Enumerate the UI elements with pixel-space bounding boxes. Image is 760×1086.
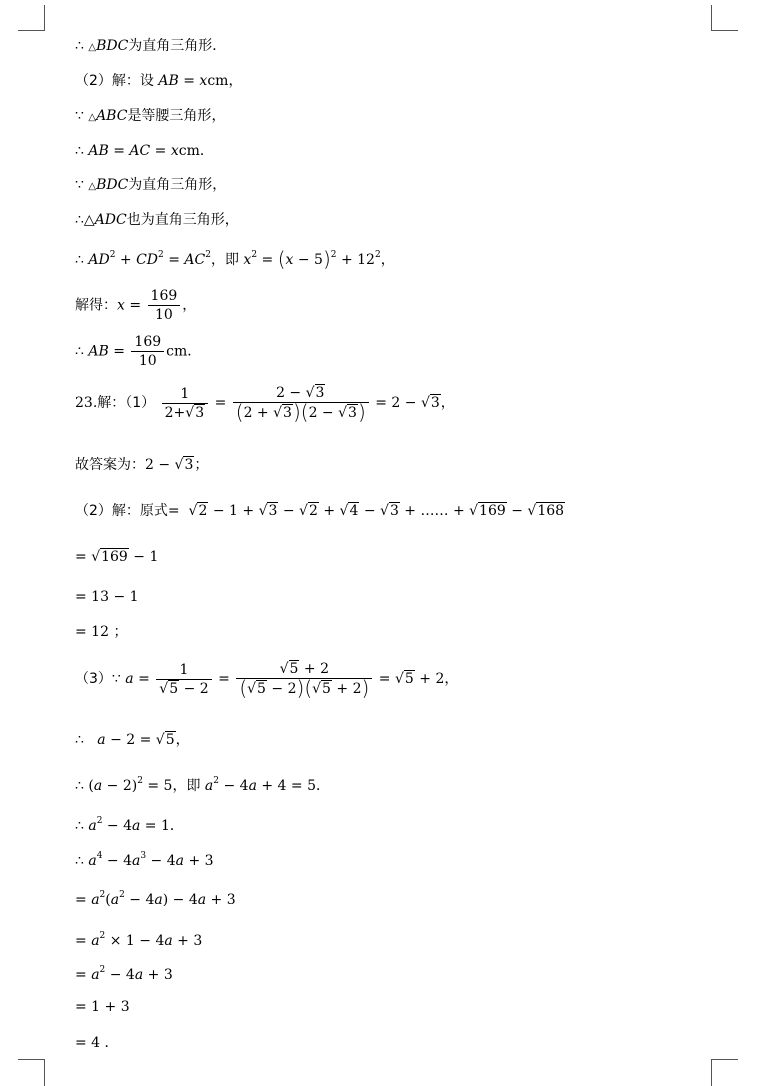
solution-line-25: = 4 ． [75,1035,119,1051]
solution-line-17: ∴ a − 2 = √5， [75,732,190,748]
solution-line-20: ∴ $a^4 - 4a^3 - 4a + 3$ [75,851,214,869]
crop-mark-bottom-right-h [711,1059,738,1060]
solution-line-11: 故答案为：2 − √3； [75,457,209,473]
solution-line-8: 解得：x = $\frac{169}{10}$ ， [75,288,197,323]
solution-line-22: = $a^2 \times 1 - 4a + 3$ [75,931,203,949]
crop-mark-bottom-right-v [711,1060,712,1086]
solution-line-24: = 1 + 3 [75,999,130,1015]
solution-line-10: 23.解：（1） $\frac{1}{2+√3}$ = $\frac{2 - √3}{(2 + √3)(2 - √3)}$ = 2 − √3， [75,385,455,424]
solution-line-12: （2）解：原式= √2 − 1 + √3 − √2 + √4 − √3 + …… + √169 − √168 [75,503,565,519]
crop-mark-bottom-left-h [18,1059,45,1060]
solution-line-14: = 13 − 1 [75,589,139,605]
solution-line-3: ∵ △ABC是等腰三角形， [75,108,226,124]
crop-mark-top-left-v [44,5,45,30]
solution-line-18: ∴ $(a - 2)^2 = 5$，即 $a^2 - 4a + 4 = 5$． [75,776,330,794]
solution-line-13: = √169 − 1 [75,549,159,565]
solution-line-15: = 12 ； [75,624,128,640]
solution-line-19: ∴ $a^2 - 4a = 1$． [75,816,184,834]
solution-line-2: （2）解：设 AB = xcm， [75,73,243,89]
solution-line-7: ∴ $AD^2 + CD^2 = AC^2$，即 $x^2 = (x - 5)^2 + 12^2$， [75,247,395,271]
solution-line-23: = $a^2 - 4a + 3$ [75,965,173,983]
solution-line-1: ∴ △BDC为直角三角形． [75,38,227,54]
solution-line-9: ∴ AB = $\frac{169}{10}$ cm． [75,334,202,369]
solution-line-16: （3）∵ a = $\frac{1}{√5 - 2}$ = $\frac{√5 + 2}{(√5 - 2)(√5 + 2)}$ = √5 + 2， [75,661,459,700]
solution-line-21: = $a^2(a^2 - 4a) - 4a + 3$ [75,890,236,908]
crop-mark-top-left-h [18,30,45,31]
solution-line-4: ∴ AB = AC = xcm． [75,143,214,159]
solution-line-6: ∴△ADC也为直角三角形， [75,212,239,228]
crop-mark-top-right-h [711,30,738,31]
solution-line-5: ∵ △BDC为直角三角形， [75,177,227,193]
crop-mark-bottom-left-v [44,1060,45,1086]
crop-mark-top-right-v [711,5,712,30]
